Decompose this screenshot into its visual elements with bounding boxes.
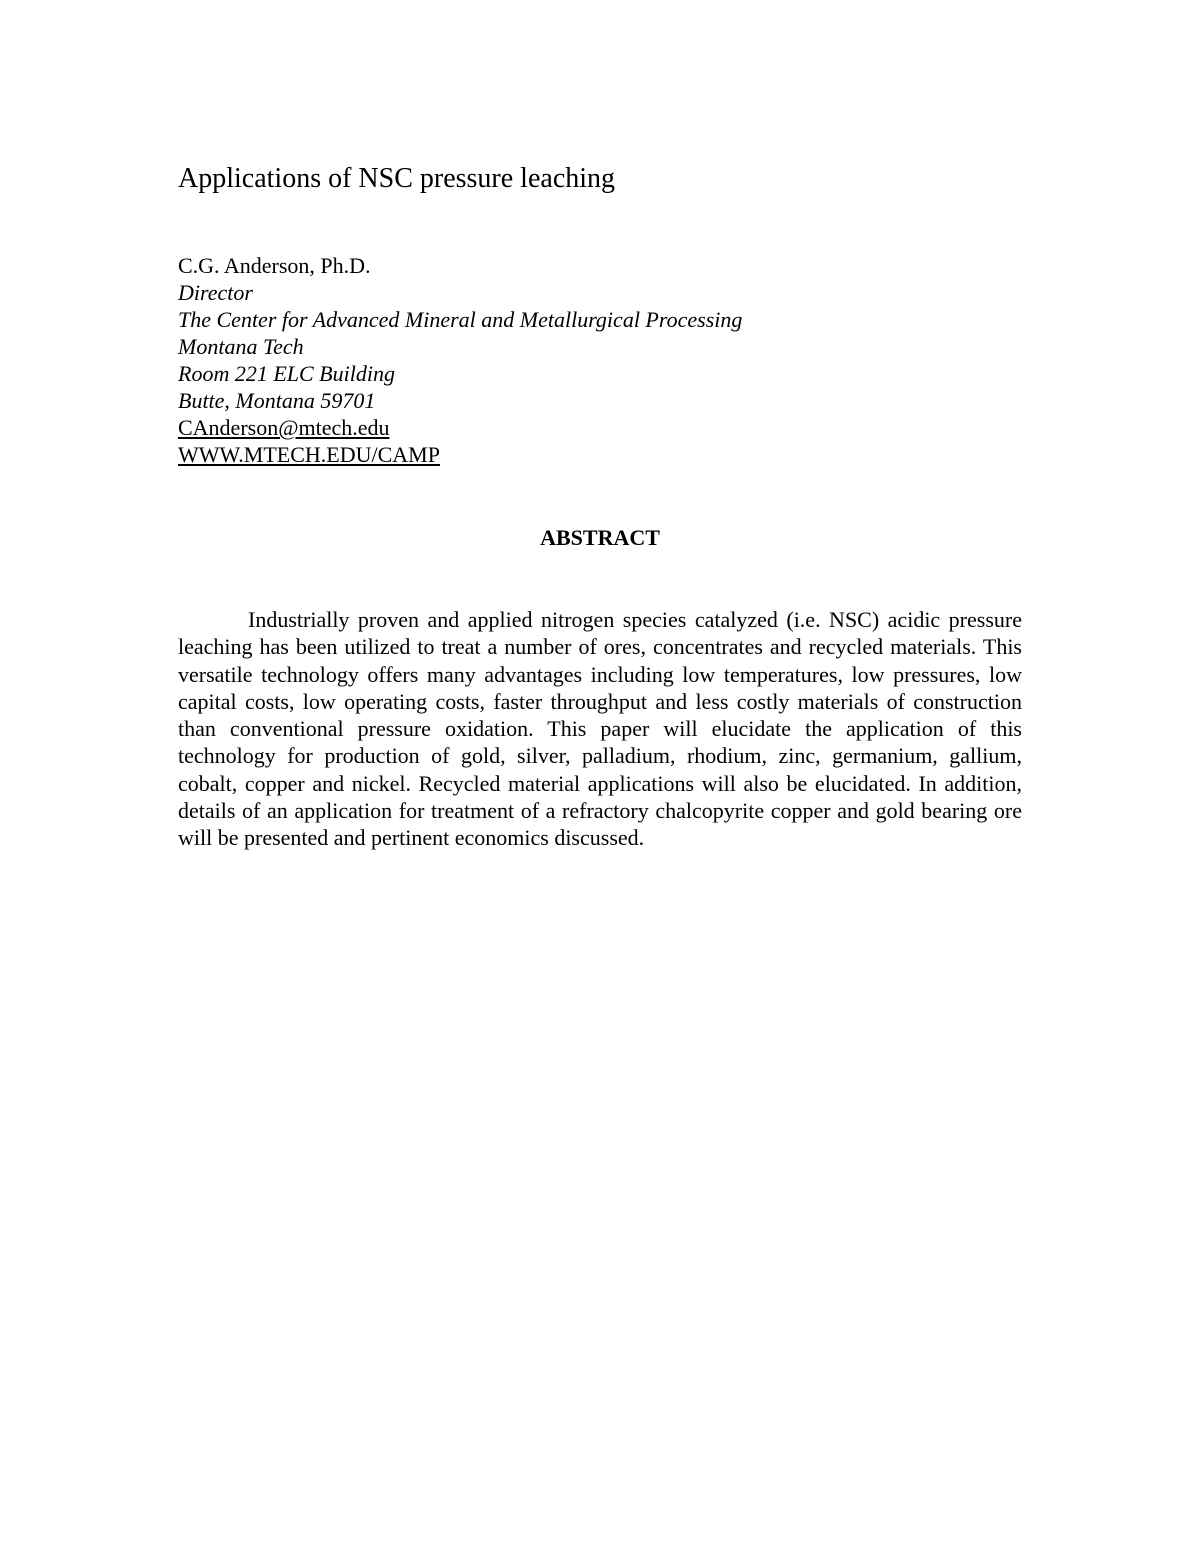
author-room: Room 221 ELC Building [178,361,395,386]
author-name: C.G. Anderson, Ph.D. [178,253,371,278]
author-city: Butte, Montana 59701 [178,388,376,413]
paper-title: Applications of NSC pressure leaching [178,163,616,194]
author-institution: Montana Tech [178,334,304,359]
author-position: Director [178,280,253,305]
abstract-text: Industrially proven and applied nitrogen species catalyzed (i.e. NSC) acidic pressure leaching has been utilized to treat a number of ores, concentrates and recycled materials. This versatile technology offers many advantages including low temperatures, low pressures, low capital costs, low operating costs, faster throughput and less costly materials of construction than conventional pressure oxidation. This paper will elucidate the application of this technology for production of gold, silver, palladium, rhodium, zinc, germanium, gallium, cobalt, copper and nickel. Recycled material applications will also be elucidated. In addition, details of an application for treatment of a refractory chalcopyrite copper and gold bearing ore will be presented and pertinent economics discussed. [178,607,1022,851]
abstract-heading: ABSTRACT [540,525,660,550]
author-email-link[interactable]: CAnderson@mtech.edu [178,415,390,440]
author-block [178,252,742,468]
author-organization: The Center for Advanced Mineral and Metallurgical Processing [178,307,743,332]
author-website-link[interactable]: WWW.MTECH.EDU/CAMP [178,442,440,467]
